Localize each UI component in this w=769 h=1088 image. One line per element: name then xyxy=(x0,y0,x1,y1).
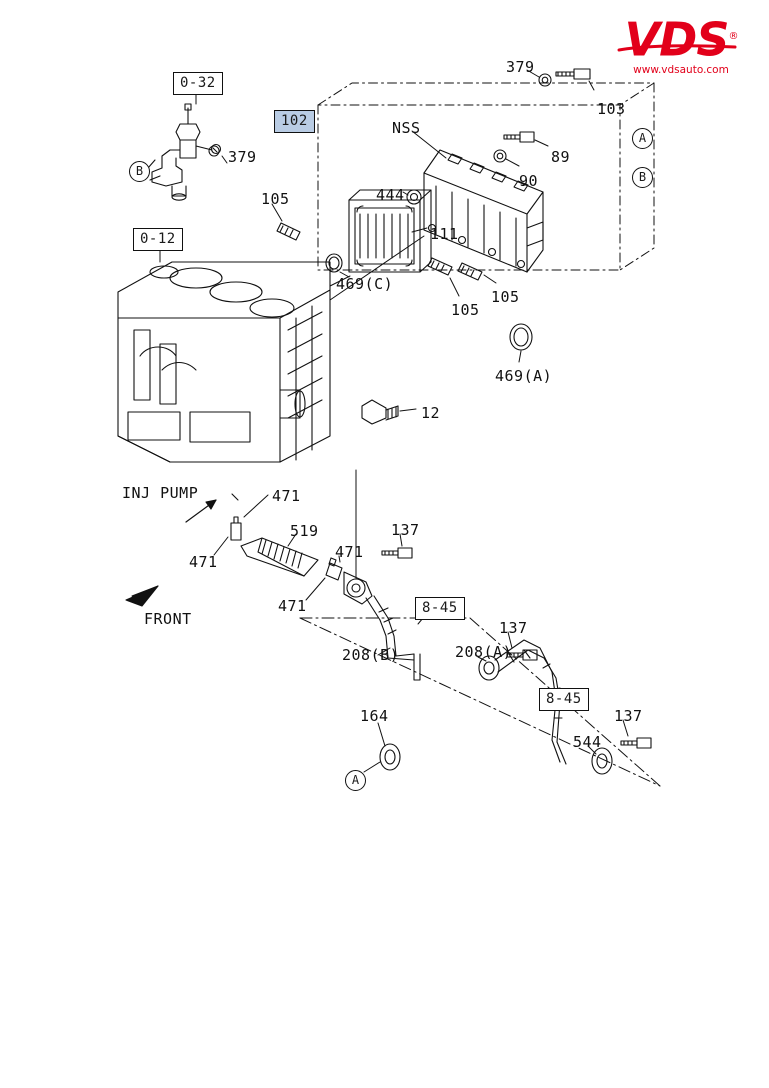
callout-137-right: 137 xyxy=(614,707,643,725)
callout-137-mid: 137 xyxy=(499,619,528,637)
group-box-8-45-b[interactable]: 8-45 xyxy=(415,597,465,620)
callout-379-left: 379 xyxy=(228,148,257,166)
ref-circle-a-bottom[interactable]: A xyxy=(345,770,366,791)
registered-mark-icon: ® xyxy=(728,31,738,42)
callout-nss: NSS xyxy=(392,119,421,137)
callout-471-b: 471 xyxy=(189,553,218,571)
callout-12: 12 xyxy=(421,404,441,422)
callout-471-d: 471 xyxy=(278,597,307,615)
vds-logo-url: www.vdsauto.com xyxy=(633,64,729,77)
callout-front: FRONT xyxy=(144,610,192,628)
callout-90: 90 xyxy=(519,172,539,190)
callout-208-a: 208(A) xyxy=(455,643,513,661)
callout-471-c: 471 xyxy=(335,543,364,561)
callout-111: 111 xyxy=(430,225,459,243)
callout-164: 164 xyxy=(360,707,389,725)
callout-469-a: 469(A) xyxy=(495,367,553,385)
ref-circle-b-left[interactable]: B xyxy=(129,161,150,182)
callout-103: 103 xyxy=(597,100,626,118)
callout-444: 444 xyxy=(376,186,405,204)
callout-105-mid: 105 xyxy=(451,301,480,319)
group-box-0-12[interactable]: 0-12 xyxy=(133,228,183,251)
callout-105-right: 105 xyxy=(491,288,520,306)
callout-471-a: 471 xyxy=(272,487,301,505)
callout-137-top: 137 xyxy=(391,521,420,539)
callout-379-top: 379 xyxy=(506,58,535,76)
callout-208-b: 208(B) xyxy=(342,646,400,664)
callout-inj-pump: INJ PUMP xyxy=(122,484,199,502)
callout-105-left: 105 xyxy=(261,190,290,208)
group-box-8-45-a[interactable]: 8-45 xyxy=(539,688,589,711)
callout-544: 544 xyxy=(573,733,602,751)
callout-469-c: 469(C) xyxy=(336,275,394,293)
group-box-0-32[interactable]: 0-32 xyxy=(173,72,223,95)
vds-logo-text: VDS xyxy=(624,12,729,67)
callout-89: 89 xyxy=(551,148,571,166)
group-box-102[interactable]: 102 xyxy=(274,110,315,133)
callout-519: 519 xyxy=(290,522,319,540)
ref-circle-a-top[interactable]: A xyxy=(632,128,653,149)
ref-circle-b-top[interactable]: B xyxy=(632,167,653,188)
